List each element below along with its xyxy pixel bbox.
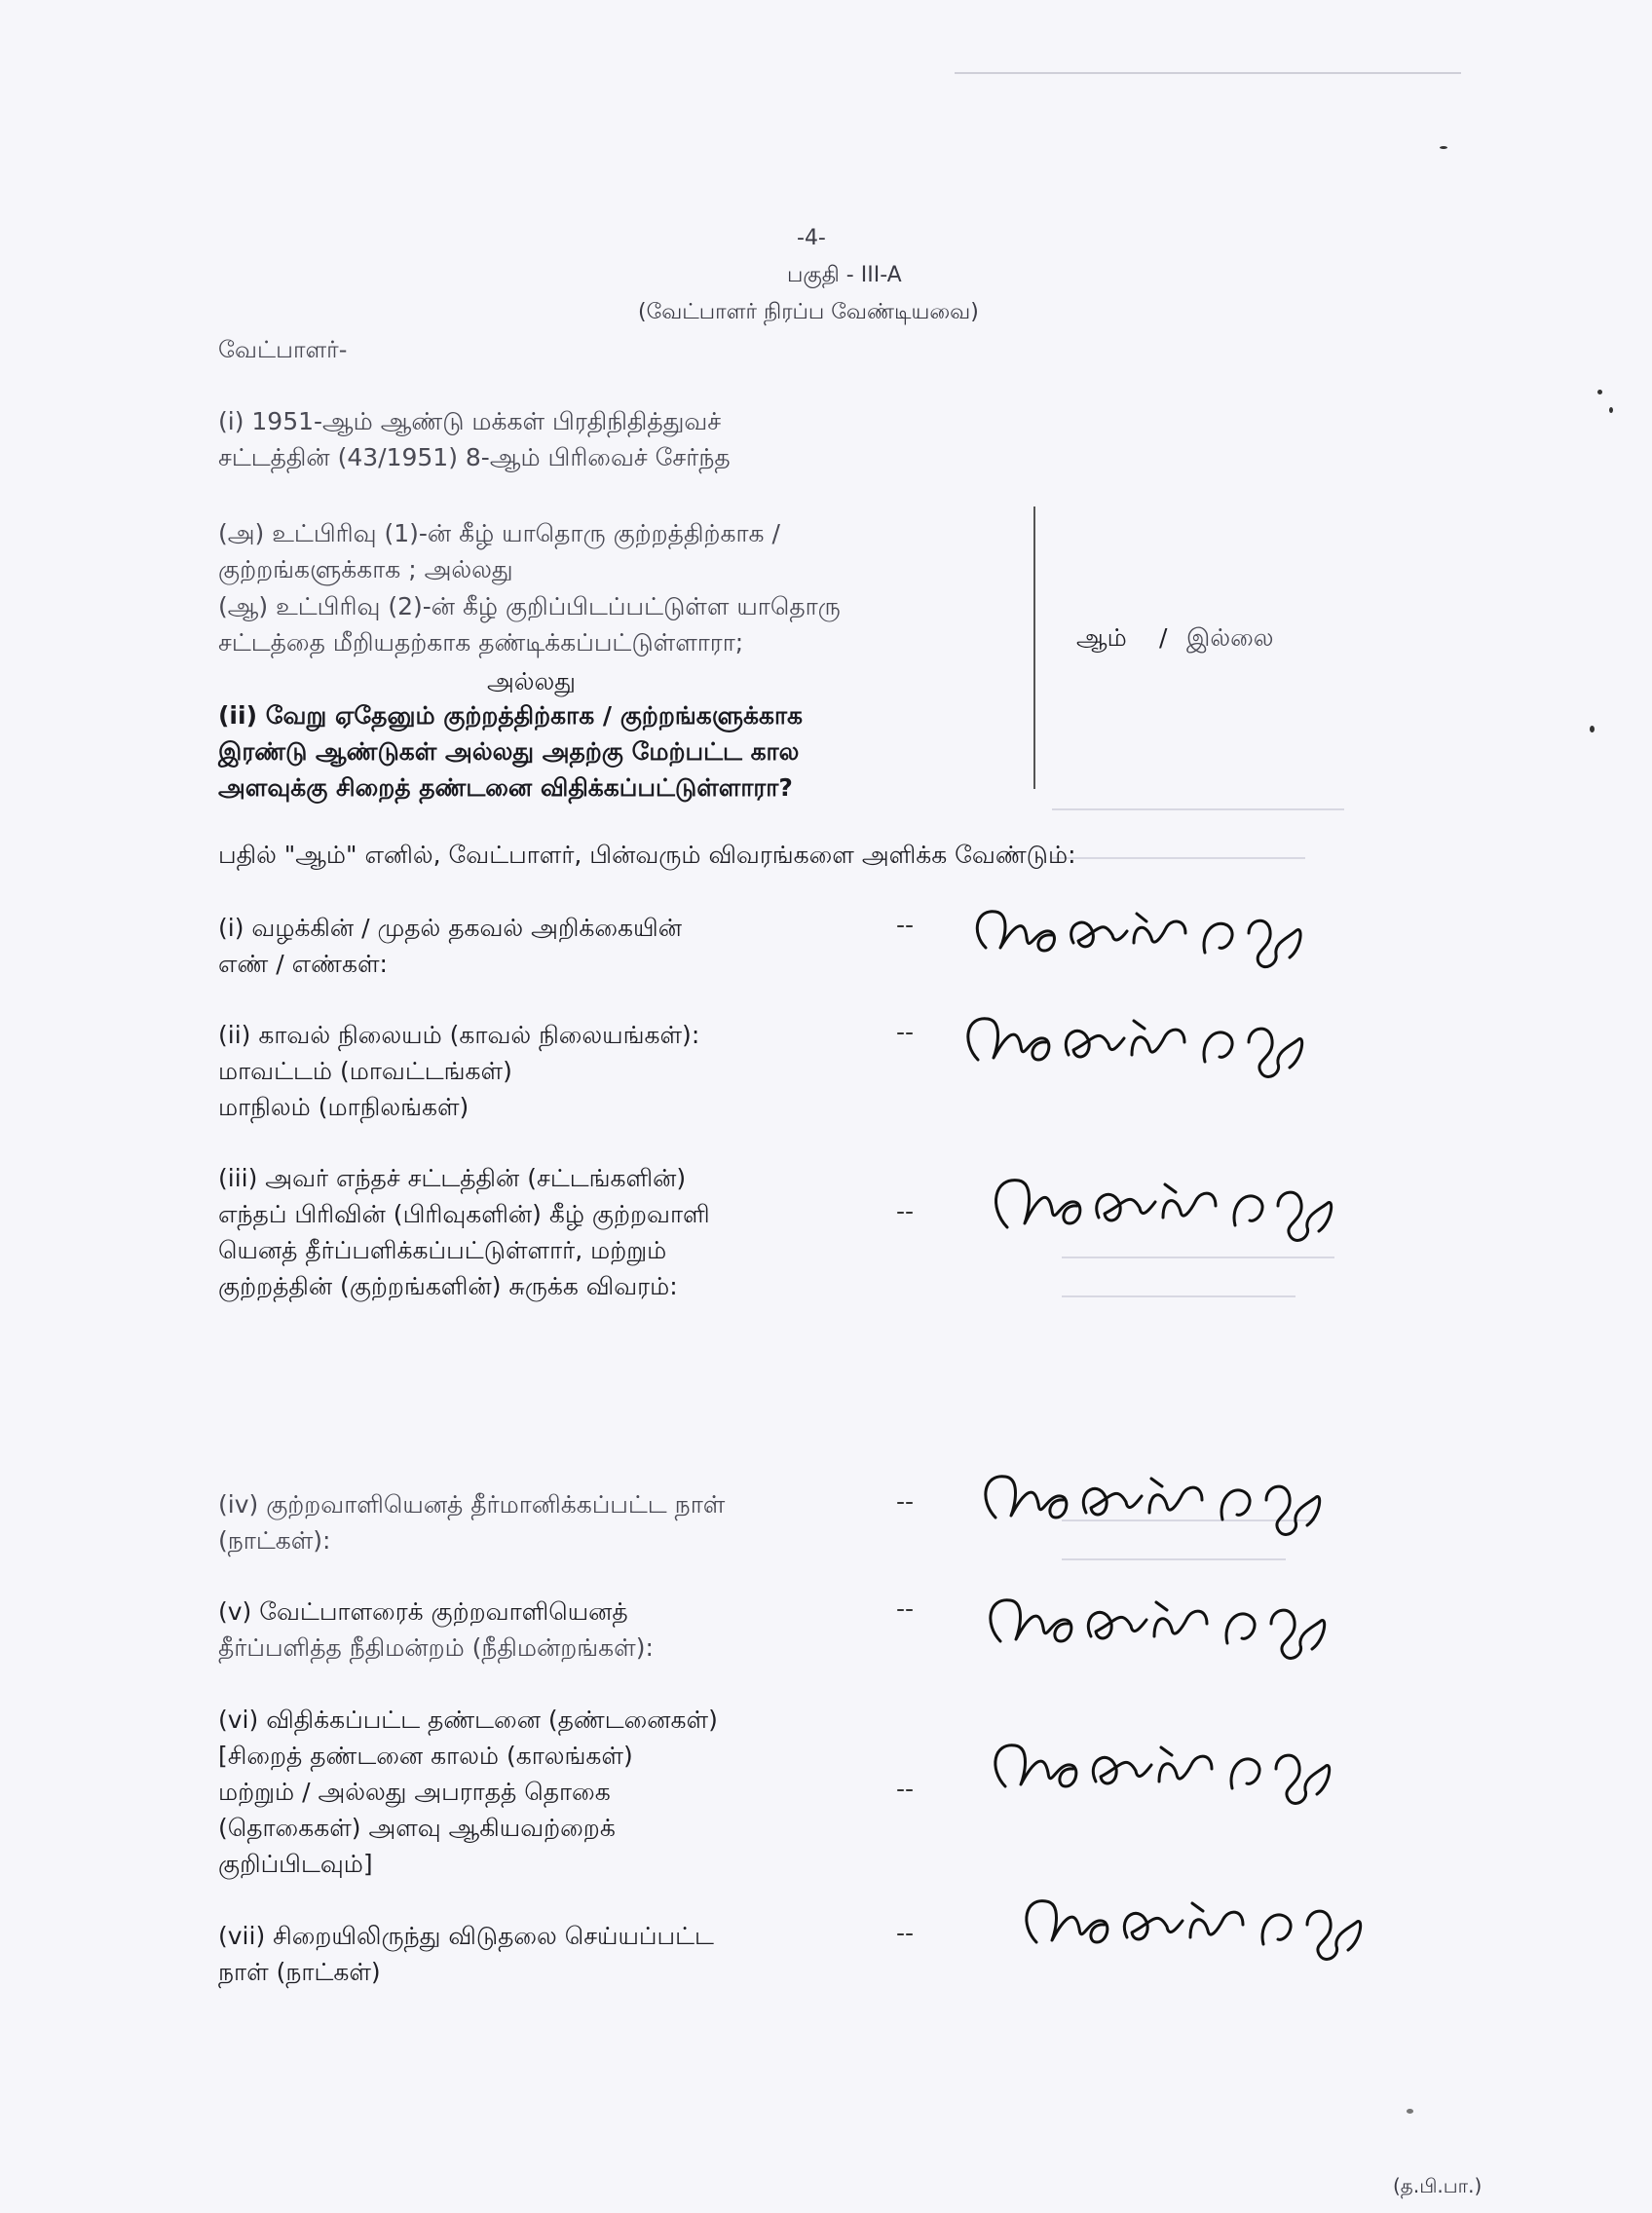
scan-speck <box>1609 407 1613 413</box>
item-vi-line4: (தொகைகள்) அளவு ஆகியவற்றைக் <box>218 1814 616 1842</box>
scan-speck <box>1597 390 1602 394</box>
scan-speck <box>1590 726 1595 732</box>
item-vii-dash: -- <box>896 1919 915 1947</box>
section-ii-line1: (ii) வேறு ஏதேனும் குற்றத்திற்காக / குற்றங்களுக்காக <box>218 701 804 730</box>
scan-edge-line <box>955 72 1461 74</box>
page-number: -4- <box>797 226 826 250</box>
item-vii-line2: நாள் (நாட்கள்) <box>218 1958 381 1986</box>
item-ii-dash: -- <box>896 1018 915 1046</box>
item-vi-line1: (vi) விதிக்கப்பட்ட தண்டனை (தண்டனைகள்) <box>218 1706 718 1734</box>
item-ii-line1: (ii) காவல் நிலையம் (காவல் நிலையங்கள்): <box>218 1021 700 1049</box>
show-through-line <box>1062 1558 1286 1560</box>
item-i-line2: எண் / எண்கள்: <box>218 950 388 978</box>
clause-aa-line1: (ஆ) உட்பிரிவு (2)-ன் கீழ் குறிப்பிடப்பட்டுள்ள யாதொரு <box>218 592 841 620</box>
clause-a-line2: குற்றங்களுக்காக ; அல்லது <box>218 555 513 583</box>
item-vi-line2: [சிறைத் தண்டனை காலம் (காலங்கள்) <box>218 1742 633 1770</box>
clause-a-line1: (அ) உட்பிரிவு (1)-ன் கீழ் யாதொரு குற்றத்திற்காக / <box>218 519 780 547</box>
item-iv-line2: (நாட்கள்): <box>218 1526 331 1555</box>
item-vi-line3: மற்றும் / அல்லது அபராதத் தொகை <box>218 1778 611 1806</box>
item-ii-line2: மாவட்டம் (மாவட்டங்கள்) <box>218 1057 512 1085</box>
if-yes-instruction: பதில் "ஆம்" எனில், வேட்பாளர், பின்வரும் விவரங்களை அளிக்க வேண்டும்: <box>218 841 1076 869</box>
show-through-line <box>1052 857 1305 859</box>
show-through-line <box>1052 808 1344 810</box>
item-vi-dash: -- <box>896 1775 915 1803</box>
item-iii-line1: (iii) அவர் எந்தச் சட்டத்தின் (சட்டங்களின்) <box>218 1164 687 1192</box>
item-ii-line3: மாநிலம் (மாநிலங்கள்) <box>218 1093 469 1121</box>
handwritten-answer-ii <box>957 1001 1375 1089</box>
handwritten-answer-vii <box>1015 1878 1434 1975</box>
section-i-line1: (i) 1951-ஆம் ஆண்டு மக்கள் பிரதிநிதித்துவச் <box>218 407 722 435</box>
item-vi-line5: குறிப்பிடவும்] <box>218 1850 373 1878</box>
item-iv-line1: (iv) குற்றவாளியெனத் தீர்மானிக்கப்பட்ட நாள் <box>218 1490 726 1519</box>
clause-aa-line2: சட்டத்தை மீறியதற்காக தண்டிக்கப்பட்டுள்ளாரா; <box>218 628 744 656</box>
or-connector: அல்லது <box>487 667 576 695</box>
answer-yes: ஆம் <box>1076 623 1127 652</box>
handwritten-answer-v <box>979 1583 1398 1670</box>
handwritten-answer-iii <box>984 1159 1393 1257</box>
answer-separator: / <box>1159 623 1168 652</box>
show-through-line <box>1062 1295 1295 1297</box>
item-i-dash: -- <box>896 911 915 939</box>
item-v-line2: தீர்ப்பளித்த நீதிமன்றம் (நீதிமன்றங்கள்): <box>218 1633 654 1662</box>
section-i-line2: சட்டத்தின் (43/1951) 8-ஆம் பிரிவைச் சேர்ந்த <box>218 443 731 471</box>
answer-no: இல்லை <box>1186 623 1274 652</box>
item-v-dash: -- <box>896 1594 915 1623</box>
part-heading: பகுதி - III-A <box>787 263 902 287</box>
handwritten-answer-vi <box>984 1726 1403 1819</box>
section-ii-line3: அளவுக்கு சிறைத் தண்டனை விதிக்கப்பட்டுள்ளாரா? <box>218 773 793 802</box>
item-iv-dash: -- <box>896 1487 915 1516</box>
item-iii-line4: குற்றத்தின் (குற்றங்களின்) சுருக்க விவரம்: <box>218 1272 678 1300</box>
item-i-line1: (i) வழக்கின் / முதல் தகவல் அறிக்கையின் <box>218 914 682 942</box>
show-through-line <box>1062 1257 1334 1258</box>
item-v-line1: (v) வேட்பாளரைக் குற்றவாளியெனத் <box>218 1597 628 1626</box>
scan-speck <box>1407 2109 1413 2114</box>
handwritten-answer-i <box>966 894 1375 982</box>
section-ii-line2: இரண்டு ஆண்டுகள் அல்லது அதற்கு மேற்பட்ட கால <box>218 737 800 766</box>
item-iii-dash: -- <box>896 1197 915 1225</box>
item-iii-line2: எந்தப் பிரிவின் (பிரிவுகளின்) கீழ் குற்றவாளி <box>218 1200 710 1228</box>
item-vii-line1: (vii) சிறையிலிருந்து விடுதலை செய்யப்பட்ட <box>218 1922 714 1950</box>
part-subtitle: (வேட்பாளர் நிரப்ப வேண்டியவை) <box>638 300 979 324</box>
scan-speck <box>1440 146 1447 149</box>
intro-label: வேட்பாளர்- <box>218 336 348 363</box>
handwritten-answer-iv <box>974 1459 1393 1547</box>
item-iii-line3: யெனத் தீர்ப்பளிக்கப்பட்டுள்ளார், மற்றும் <box>218 1236 667 1264</box>
column-divider <box>1033 506 1035 789</box>
footer-pto: (த.பி.பா.) <box>1393 2174 1483 2197</box>
